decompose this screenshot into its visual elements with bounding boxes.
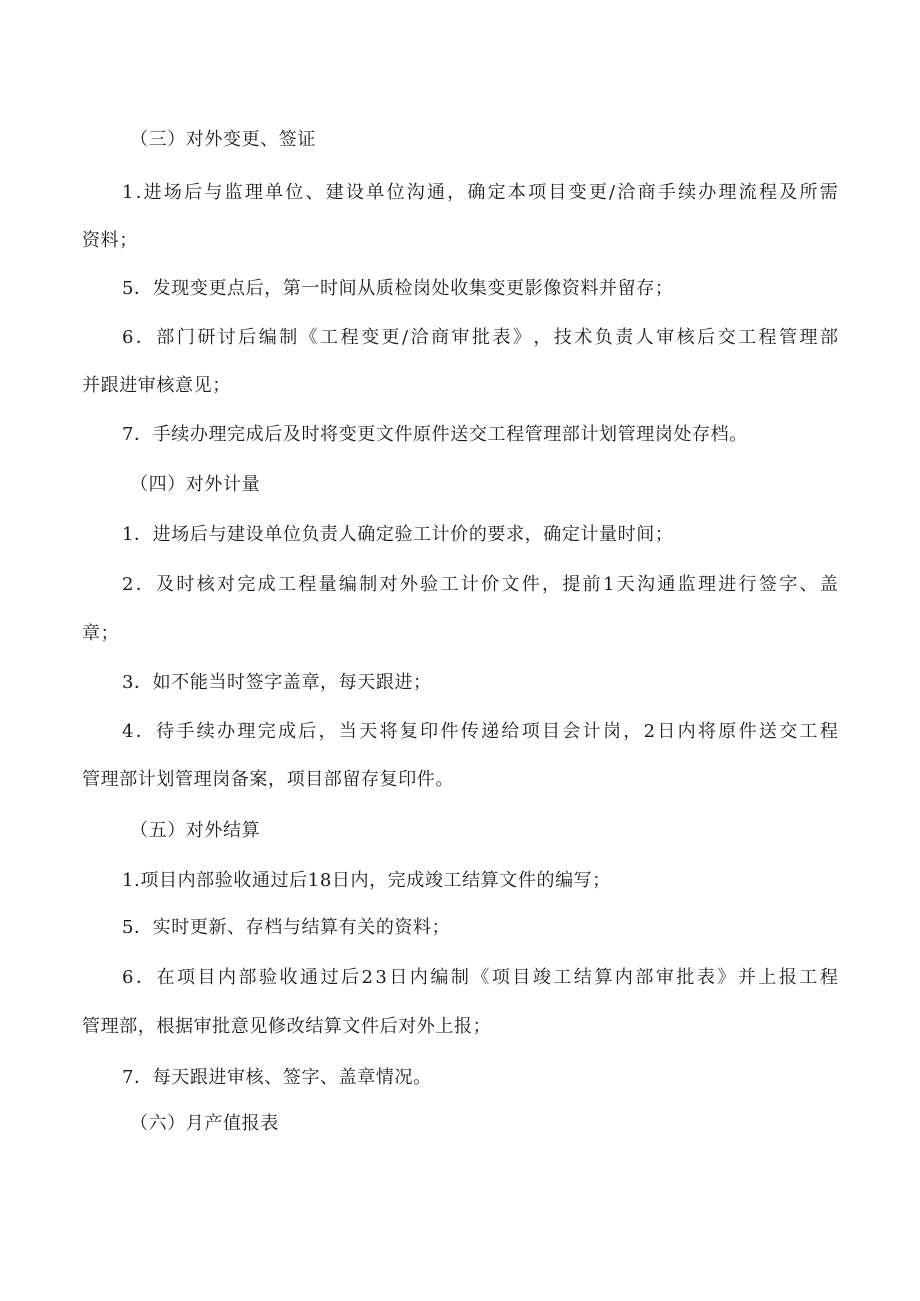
text-glyph: 完 — [237, 574, 256, 595]
text-glyph: 6 — [122, 967, 134, 988]
text-glyph: 进 — [143, 182, 162, 203]
text-glyph: 《 — [299, 327, 318, 348]
text-glyph: 洽 — [410, 327, 429, 348]
text-glyph: 项 — [491, 967, 510, 988]
text-glyph: 程 — [819, 967, 838, 988]
paragraph-continuation: 资料； — [82, 230, 138, 251]
paragraph-continuation: 并跟进审核意见； — [82, 375, 231, 396]
text-glyph: 监 — [677, 574, 696, 595]
text-glyph: 1 — [122, 182, 134, 203]
text-glyph: 沟 — [637, 574, 656, 595]
text-glyph: 续 — [678, 182, 697, 203]
text-glyph: 单 — [265, 182, 284, 203]
text-glyph: 更 — [381, 327, 400, 348]
text-glyph: 制 — [359, 574, 378, 595]
text-glyph: 文 — [501, 574, 520, 595]
text-glyph: 项 — [521, 721, 540, 742]
paragraph-line: 1.项目内部验收通过后18日内，完成竣工结算文件的编写； — [122, 870, 611, 891]
text-glyph: 交 — [717, 327, 736, 348]
paragraph-line — [0, 181, 920, 205]
text-glyph: 算 — [594, 967, 613, 988]
text-glyph: 手 — [176, 721, 195, 742]
text-glyph: 审 — [655, 967, 674, 988]
text-glyph: 竣 — [532, 967, 551, 988]
text-glyph: 日 — [389, 967, 408, 988]
text-glyph: . — [135, 182, 142, 203]
text-glyph: ， — [623, 721, 642, 742]
text-glyph: 盖 — [819, 574, 838, 595]
text-glyph: 程 — [819, 721, 838, 742]
text-glyph: 字 — [779, 574, 798, 595]
paragraph-line: 7．每天跟进审核、签字、盖章情况。 — [122, 1067, 432, 1088]
text-glyph: 6 — [122, 327, 134, 348]
text-glyph: 建 — [325, 182, 344, 203]
paragraph-line — [0, 720, 920, 744]
text-glyph: 部 — [156, 327, 175, 348]
text-glyph: 位 — [285, 182, 304, 203]
text-glyph: 件 — [440, 721, 459, 742]
section-heading-6: （六）月产值报表 — [130, 1113, 279, 1134]
text-glyph: 门 — [176, 327, 195, 348]
text-glyph: 复 — [399, 721, 418, 742]
text-glyph: / — [609, 182, 616, 203]
text-glyph: 提 — [562, 574, 581, 595]
text-glyph: 部 — [635, 967, 654, 988]
text-glyph: 工 — [553, 967, 572, 988]
text-glyph: 原 — [718, 721, 737, 742]
text-glyph: 理 — [718, 182, 737, 203]
text-glyph: 递 — [481, 721, 500, 742]
text-glyph: 行 — [738, 574, 757, 595]
text-glyph: 理 — [244, 182, 263, 203]
text-glyph: 需 — [819, 182, 838, 203]
text-glyph: 后 — [238, 327, 257, 348]
text-glyph: 后 — [298, 721, 317, 742]
text-glyph: 程 — [758, 327, 777, 348]
text-glyph: 编 — [258, 327, 277, 348]
text-glyph: 通 — [299, 967, 318, 988]
text-glyph: 项 — [176, 967, 195, 988]
text-glyph: 负 — [594, 327, 613, 348]
text-glyph: ． — [135, 574, 154, 595]
text-glyph: 变 — [568, 182, 587, 203]
text-glyph: 后 — [340, 967, 359, 988]
text-glyph: 工 — [738, 327, 757, 348]
text-glyph: 核 — [196, 574, 215, 595]
text-glyph: 日 — [657, 721, 676, 742]
text-glyph: ． — [135, 327, 154, 348]
text-glyph: / — [402, 327, 409, 348]
text-glyph: 天 — [359, 721, 378, 742]
text-glyph: 理 — [237, 721, 256, 742]
text-glyph: 工 — [320, 327, 339, 348]
text-glyph: 3 — [375, 967, 387, 988]
text-glyph: 内 — [677, 721, 696, 742]
text-glyph: 通 — [426, 182, 445, 203]
text-glyph: 理 — [799, 327, 818, 348]
text-glyph: 审 — [451, 327, 470, 348]
text-glyph: 价 — [481, 574, 500, 595]
text-glyph: 成 — [257, 574, 276, 595]
text-glyph: 人 — [635, 327, 654, 348]
text-glyph: 场 — [163, 182, 182, 203]
text-glyph: 收 — [279, 967, 298, 988]
text-glyph: 上 — [758, 967, 777, 988]
text-glyph: 当 — [338, 721, 357, 742]
text-glyph: 将 — [697, 721, 716, 742]
text-glyph: 计 — [582, 721, 601, 742]
text-glyph: 2 — [122, 574, 134, 595]
text-glyph: 批 — [471, 327, 490, 348]
paragraph-line: 1．进场后与建设单位负责人确定验工计价的要求，确定计量时间； — [122, 524, 674, 545]
text-glyph: 续 — [196, 721, 215, 742]
text-glyph: 确 — [467, 182, 486, 203]
text-glyph: 2 — [361, 967, 373, 988]
text-glyph: 内 — [614, 967, 633, 988]
text-glyph: 天 — [616, 574, 635, 595]
text-glyph: 工 — [277, 574, 296, 595]
text-glyph: 传 — [460, 721, 479, 742]
text-glyph: 签 — [758, 574, 777, 595]
text-glyph: 项 — [528, 182, 547, 203]
text-glyph: 本 — [507, 182, 526, 203]
text-glyph: 件 — [521, 574, 540, 595]
text-glyph: 量 — [318, 574, 337, 595]
text-glyph: 目 — [548, 182, 567, 203]
text-glyph: 过 — [320, 967, 339, 988]
text-glyph: 定 — [487, 182, 506, 203]
text-glyph: 办 — [698, 182, 717, 203]
text-glyph: 制 — [279, 327, 298, 348]
text-glyph: 编 — [430, 967, 449, 988]
text-glyph: 前 — [582, 574, 601, 595]
text-glyph: 后 — [697, 327, 716, 348]
text-glyph: 技 — [553, 327, 572, 348]
text-glyph: 变 — [361, 327, 380, 348]
paragraph-line: 7．手续办理完成后及时将变更文件原件送交工程管理部计划管理岗处存档。 — [122, 424, 748, 445]
paragraph-line — [0, 966, 920, 990]
text-glyph: ． — [135, 967, 154, 988]
text-glyph: 结 — [573, 967, 592, 988]
justified-text — [122, 720, 838, 744]
paragraph-line: 5．实时更新、存档与结算有关的资料； — [122, 917, 451, 938]
text-glyph: 办 — [217, 721, 236, 742]
text-glyph: 工 — [799, 721, 818, 742]
text-glyph: 表 — [492, 327, 511, 348]
text-glyph: 设 — [346, 182, 364, 203]
text-glyph: 位 — [386, 182, 405, 203]
text-glyph: 通 — [657, 574, 676, 595]
text-glyph: 、 — [799, 574, 818, 595]
text-glyph: 《 — [471, 967, 490, 988]
justified-text — [122, 966, 838, 990]
text-glyph: 送 — [758, 721, 777, 742]
text-glyph: 内 — [409, 967, 428, 988]
paragraph-continuation: 管理部计划管理岗备案，项目部留存复印件。 — [82, 769, 454, 790]
text-glyph: 》 — [717, 967, 736, 988]
text-glyph: 单 — [366, 182, 385, 203]
text-glyph: 术 — [574, 327, 593, 348]
paragraph-line — [0, 326, 920, 350]
text-glyph: 所 — [799, 182, 818, 203]
text-glyph: 待 — [156, 721, 175, 742]
text-glyph: 报 — [778, 967, 797, 988]
text-glyph: ， — [447, 182, 466, 203]
text-glyph: 责 — [615, 327, 634, 348]
text-glyph: ， — [533, 327, 552, 348]
text-glyph: 洽 — [617, 182, 636, 203]
text-glyph: 后 — [184, 182, 203, 203]
text-glyph: 程 — [298, 574, 317, 595]
paragraph-line — [0, 573, 920, 597]
section-heading-4: （四）对外计量 — [130, 474, 261, 495]
text-glyph: 更 — [588, 182, 607, 203]
text-glyph: 》 — [512, 327, 531, 348]
text-glyph: 流 — [738, 182, 757, 203]
text-glyph: 目 — [512, 967, 531, 988]
text-glyph: 理 — [697, 574, 716, 595]
text-glyph: 研 — [197, 327, 216, 348]
text-glyph: 核 — [676, 327, 695, 348]
text-glyph: 给 — [501, 721, 520, 742]
text-glyph: 批 — [676, 967, 695, 988]
text-glyph: 验 — [420, 574, 439, 595]
paragraph-continuation: 章； — [82, 623, 120, 644]
text-glyph: 表 — [696, 967, 715, 988]
paragraph-continuation: 管理部，根据审批意见修改结算文件后对外上报； — [82, 1016, 492, 1037]
text-glyph: 计 — [460, 574, 479, 595]
paragraph-line: 5．发现变更点后，第一时间从质检岗处收集变更影像资料并留存； — [122, 278, 674, 299]
text-glyph: 印 — [420, 721, 439, 742]
text-glyph: 时 — [176, 574, 195, 595]
text-glyph: 程 — [759, 182, 777, 203]
text-glyph: 、 — [305, 182, 324, 203]
text-glyph: 管 — [779, 327, 797, 348]
text-glyph: 完 — [257, 721, 276, 742]
text-glyph: 制 — [450, 967, 469, 988]
text-glyph: 部 — [238, 967, 257, 988]
text-glyph: 目 — [542, 721, 561, 742]
text-glyph: 工 — [440, 574, 459, 595]
justified-text — [122, 181, 838, 205]
text-glyph: 工 — [799, 967, 818, 988]
text-glyph: 沟 — [406, 182, 425, 203]
text-glyph: 会 — [562, 721, 581, 742]
text-glyph: 进 — [718, 574, 737, 595]
text-glyph: 2 — [643, 721, 656, 742]
text-glyph: 手 — [657, 182, 676, 203]
text-glyph: 讨 — [217, 327, 236, 348]
text-glyph: 程 — [340, 327, 359, 348]
text-glyph: 编 — [338, 574, 357, 595]
text-glyph: 件 — [738, 721, 757, 742]
text-glyph: 部 — [819, 327, 838, 348]
text-glyph: 岗 — [602, 721, 621, 742]
text-glyph: 与 — [204, 182, 223, 203]
section-heading-3: （三）对外变更、签证 — [130, 129, 316, 150]
text-glyph: 商 — [431, 327, 450, 348]
text-glyph: 并 — [737, 967, 756, 988]
text-glyph: 在 — [156, 967, 175, 988]
text-glyph: 审 — [656, 327, 675, 348]
justified-text — [122, 573, 838, 597]
text-glyph: 对 — [379, 574, 398, 595]
text-glyph: 1 — [602, 574, 615, 595]
text-glyph: 验 — [258, 967, 277, 988]
text-glyph: 及 — [156, 574, 175, 595]
section-heading-5: （五）对外结算 — [130, 820, 261, 841]
paragraph-line: 3．如不能当时签字盖章，每天跟进； — [122, 672, 432, 693]
justified-text — [122, 326, 838, 350]
text-glyph: 目 — [197, 967, 216, 988]
text-glyph: 及 — [779, 182, 798, 203]
text-glyph: 内 — [217, 967, 236, 988]
text-glyph: 成 — [277, 721, 296, 742]
text-glyph: 4 — [122, 721, 134, 742]
text-glyph: 交 — [779, 721, 798, 742]
text-glyph: 对 — [217, 574, 236, 595]
text-glyph: 监 — [224, 182, 243, 203]
text-glyph: 将 — [379, 721, 398, 742]
text-glyph: ， — [542, 574, 561, 595]
text-glyph: 商 — [637, 182, 656, 203]
text-glyph: 外 — [399, 574, 418, 595]
text-glyph: ， — [318, 721, 337, 742]
text-glyph: ． — [135, 721, 154, 742]
